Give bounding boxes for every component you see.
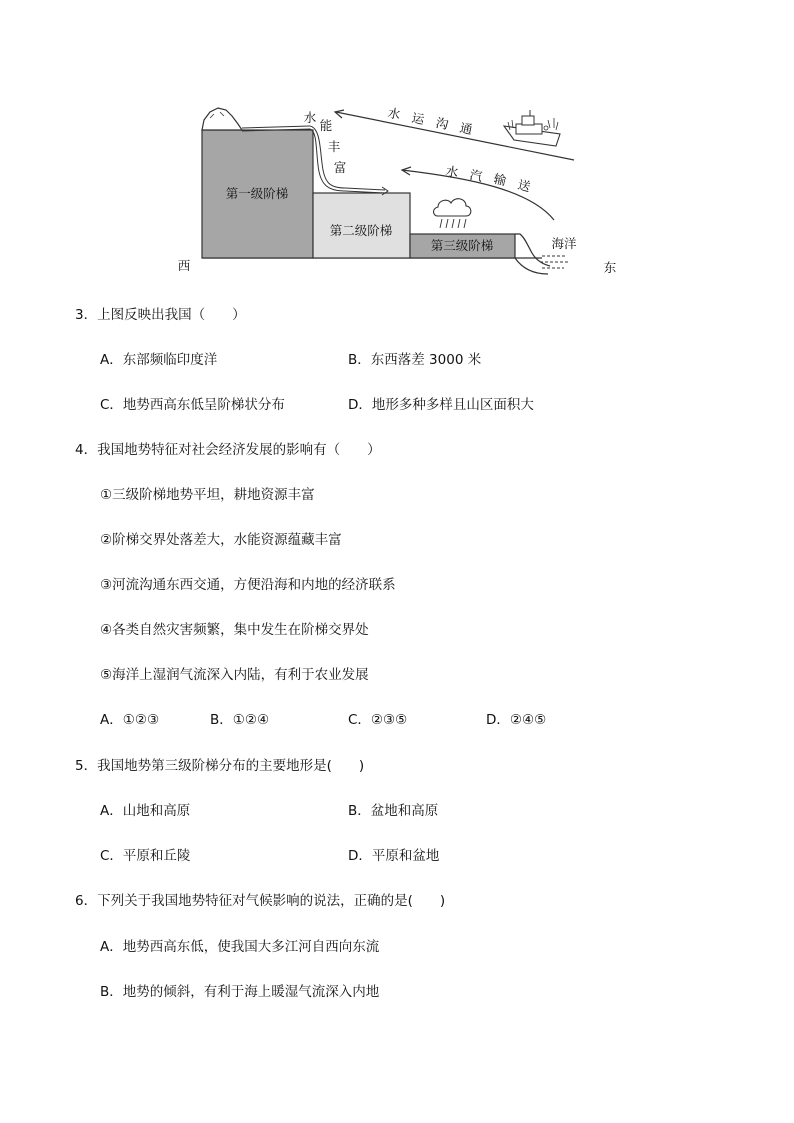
question-4-stem: 4．我国地势特征对社会经济发展的影响有（ ） <box>75 442 381 458</box>
hydro-char-3: 丰 <box>327 139 341 154</box>
q3-option-d[interactable]: D．地形多种多样且山区面积大 <box>348 397 534 413</box>
q4-statement-2: ②阶梯交界处落差大，水能资源蕴藏丰富 <box>100 532 342 548</box>
question-6-stem: 6．下列关于我国地势特征对气候影响的说法，正确的是( ) <box>75 893 446 909</box>
q4-statement-3: ③河流沟通东西交通，方便沿海和内地的经济联系 <box>100 577 396 593</box>
transport-char-2: 运 <box>410 109 426 128</box>
q6-option-b[interactable]: B．地势的倾斜，有利于海上暖湿气流深入内地 <box>100 984 380 1000</box>
q4-statement-1: ①三级阶梯地势平坦，耕地资源丰富 <box>100 487 315 503</box>
terrain-steps-diagram <box>170 98 630 280</box>
q6-option-a[interactable]: A．地势西高东低，使我国大多江河自西向东流 <box>100 939 380 955</box>
transport-char-4: 通 <box>458 119 474 138</box>
east-label: 东 <box>603 260 617 275</box>
vapor-char-4: 送 <box>516 176 533 195</box>
transport-char-1: 水 <box>386 104 402 123</box>
ocean-label: 海洋 <box>551 236 577 251</box>
q4-option-a[interactable]: A．①②③ <box>100 712 160 728</box>
q5-option-b[interactable]: B．盆地和高原 <box>348 803 439 819</box>
q3-option-a[interactable]: A．东部频临印度洋 <box>100 352 218 368</box>
hydro-char-1: 水 <box>303 110 317 125</box>
q4-option-c[interactable]: C．②③⑤ <box>348 712 408 728</box>
vapor-char-3: 输 <box>492 170 508 189</box>
mountain-icon <box>202 108 242 130</box>
step-3-label: 第三级阶梯 <box>430 238 494 253</box>
q5-option-a[interactable]: A．山地和高原 <box>100 803 191 819</box>
q4-statement-4: ④各类自然灾害频繁，集中发生在阶梯交界处 <box>100 622 369 638</box>
q5-option-d[interactable]: D．平原和盆地 <box>348 848 440 864</box>
q3-option-c[interactable]: C．地势西高东低呈阶梯状分布 <box>100 397 285 413</box>
q4-option-b[interactable]: B．①②④ <box>210 712 270 728</box>
question-3-stem: 3．上图反映出我国（ ） <box>75 307 246 323</box>
ship-icon <box>504 110 560 146</box>
q4-option-d[interactable]: D．②④⑤ <box>486 712 547 728</box>
question-5-stem: 5．我国地势第三级阶梯分布的主要地形是( ) <box>75 758 365 774</box>
q5-option-c[interactable]: C．平原和丘陵 <box>100 848 191 864</box>
hydro-char-4: 富 <box>333 160 347 175</box>
hydro-char-2: 能 <box>319 118 333 133</box>
vapor-char-2: 汽 <box>468 167 484 184</box>
transport-char-3: 沟 <box>434 114 450 133</box>
q3-option-b[interactable]: B．东西落差 3000 米 <box>348 352 482 368</box>
q4-statement-5: ⑤海洋上湿润气流深入内陆，有利于农业发展 <box>100 667 369 683</box>
step-2-label: 第二级阶梯 <box>329 223 393 238</box>
rain-cloud-icon <box>434 199 471 228</box>
vapor-char-1: 水 <box>444 163 460 180</box>
west-label: 西 <box>177 258 191 273</box>
step-1-label: 第一级阶梯 <box>225 186 289 201</box>
